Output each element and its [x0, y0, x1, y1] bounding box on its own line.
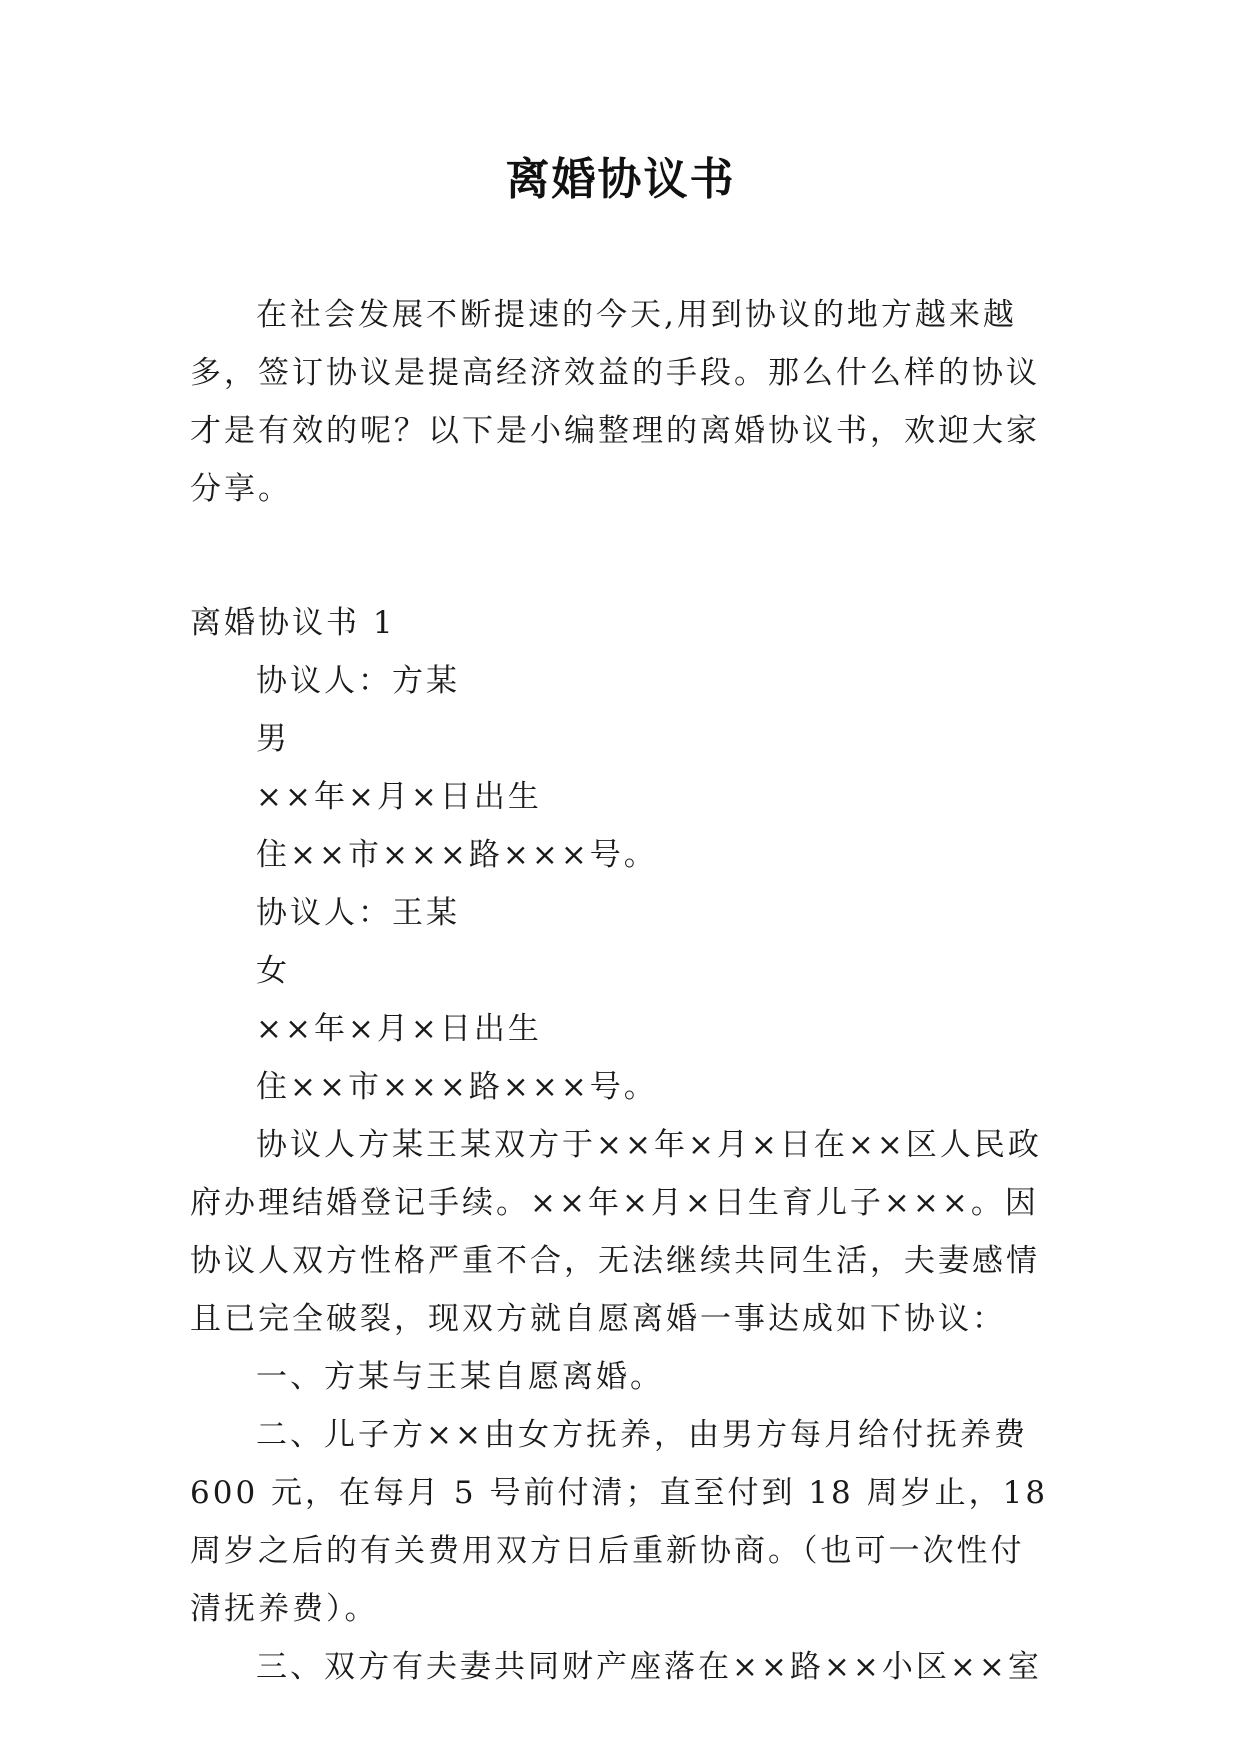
background-paragraph: 协议人方某王某双方于××年×月×日在××区人民政府办理结婚登记手续。××年×月×日生育儿子×××。因协议人双方性格严重不合，无法继续共同生活，夫妻感情且已完全破裂，现双方就自愿离婚一事达成如下协议： — [190, 1127, 1042, 1337]
party1-label: 协议人：方某 — [256, 663, 460, 699]
intro-paragraph: 在社会发展不断提速的今天,用到协议的地方越来越多，签订协议是提高经济效益的手段。那么什么样的协议才是有效的呢？以下是小编整理的离婚协议书，欢迎大家分享。 — [190, 297, 1040, 507]
party2-address: 住××市×××路×××号。 — [256, 1069, 658, 1105]
party1-birth: ××年×月×日出生 — [256, 779, 542, 815]
party2-gender: 女 — [256, 953, 290, 989]
document-title: 离婚协议书 — [505, 154, 736, 205]
section-title: 离婚协议书 1 — [190, 605, 396, 641]
clause-1: 一、方某与王某自愿离婚。 — [256, 1359, 664, 1395]
clause-2: 二、儿子方××由女方抚养，由男方每月给付抚养费 600 元，在每月 5 号前付清；直至付到 18 周岁止，18 周岁之后的有关费用双方日后重新协商。（也可一次性付清抚养费）。 — [190, 1417, 1049, 1627]
party1-address: 住××市×××路×××号。 — [256, 837, 658, 873]
party2-label: 协议人：王某 — [256, 895, 460, 931]
party1-gender: 男 — [256, 721, 290, 757]
document-body — [190, 286, 1050, 1696]
clause-3: 三、双方有夫妻共同财产座落在××路××小区××室 — [256, 1649, 1042, 1685]
party2-birth: ××年×月×日出生 — [256, 1011, 542, 1047]
